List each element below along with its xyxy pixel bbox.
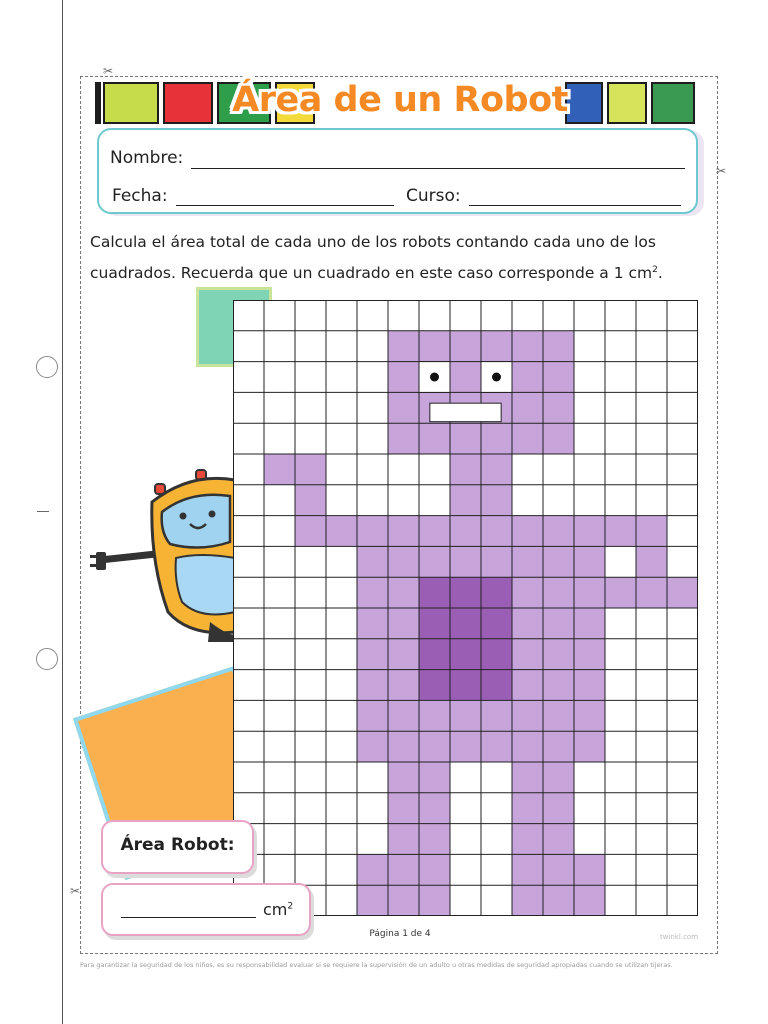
robot-chest-cell [419,577,450,608]
robot-body-cell [512,577,543,608]
robot-body-cell [388,793,419,824]
area-label-box [101,820,254,874]
scissors-icon: ✂ [716,164,727,178]
page-title: Área de un Robot [232,80,568,120]
robot-body-cell [574,670,605,701]
robot-body-cell [512,824,543,855]
robot-pupil [492,373,501,382]
robot-body-cell [450,485,481,516]
robot-chest-cell [481,639,512,670]
robot-body-cell [543,731,574,762]
robot-body-cell [512,700,543,731]
robot-body-cell [388,577,419,608]
robot-body-cell [481,516,512,547]
robot-mouth [430,403,501,421]
robot-body-cell [481,454,512,485]
robot-body-cell [419,546,450,577]
robot-body-cell [419,793,450,824]
robot-body-cell [481,423,512,454]
robot-body-cell [450,516,481,547]
scissors-icon: ✂ [70,884,81,898]
robot-body-cell [419,731,450,762]
robot-chest-cell [419,639,450,670]
robot-body-cell [357,854,388,885]
punch-hole [36,648,58,670]
robot-body-cell [357,885,388,916]
area-label: Área Robot: [120,835,235,855]
robot-body-cell [574,608,605,639]
area-answer-field[interactable] [121,917,256,918]
robot-body-cell [543,423,574,454]
robot-body-cell [295,485,326,516]
area-answer-box[interactable] [101,883,311,936]
robot-chest-cell [450,577,481,608]
robot-body-cell [512,516,543,547]
robot-body-cell [574,731,605,762]
robot-body-cell [450,331,481,362]
date-label: Fecha: [112,186,168,206]
robot-body-cell [543,577,574,608]
robot-body-cell [512,546,543,577]
robot-body-cell [512,885,543,916]
instructions [90,228,706,287]
robot-body-cell [295,516,326,547]
binder-line [62,0,63,1024]
robot-body-cell [419,854,450,885]
robot-body-cell [357,608,388,639]
robot-body-cell [543,608,574,639]
robot-body-cell [481,546,512,577]
robot-body-cell [450,454,481,485]
robot-mascot-illustration [90,462,240,642]
robot-body-cell [357,731,388,762]
area-unit: $cm^2$ [263,900,294,919]
robot-body-cell [574,885,605,916]
robot-body-cell [481,731,512,762]
robot-chest-cell [419,608,450,639]
robot-body-cell [357,546,388,577]
course-field[interactable] [469,205,681,206]
robot-body-cell [543,670,574,701]
robot-body-cell [450,546,481,577]
robot-body-cell [512,854,543,885]
robot-body-cell [357,516,388,547]
robot-body-cell [388,639,419,670]
robot-body-cell [388,854,419,885]
robot-grid [233,300,698,916]
robot-body-cell [667,577,698,608]
robot-pupil [430,373,439,382]
robot-chest-cell [481,670,512,701]
robot-chest-cell [481,608,512,639]
robot-body-cell [512,423,543,454]
robot-body-cell [481,331,512,362]
robot-body-cell [419,885,450,916]
robot-body-cell [512,331,543,362]
robot-body-cell [636,516,667,547]
robot-body-cell [357,670,388,701]
robot-body-cell [388,700,419,731]
robot-body-cell [543,762,574,793]
robot-body-cell [419,762,450,793]
robot-body-cell [388,546,419,577]
date-field[interactable] [176,205,394,206]
robot-body-cell [512,608,543,639]
robot-chest-cell [450,670,481,701]
robot-body-cell [419,331,450,362]
name-label: Nombre: [110,148,184,168]
robot-body-cell [512,793,543,824]
robot-body-cell [388,608,419,639]
brand-watermark: twinkl.com [660,933,699,941]
instructions-line: Calcula el área total de cada uno de los robots contando cada uno de los [90,233,656,251]
robot-body-cell [543,700,574,731]
robot-body-cell [512,362,543,393]
robot-body-cell [264,454,295,485]
robot-body-cell [512,392,543,423]
robot-body-cell [481,485,512,516]
robot-body-cell [326,516,357,547]
punch-hole [36,356,58,378]
robot-chest-cell [481,577,512,608]
robot-body-cell [636,577,667,608]
student-info-box [97,128,698,214]
robot-body-cell [388,670,419,701]
scissors-icon: ✂ [103,64,114,78]
robot-body-cell [512,731,543,762]
name-field[interactable] [191,168,685,169]
robot-body-cell [450,362,481,393]
robot-body-cell [388,362,419,393]
robot-body-cell [450,700,481,731]
robot-body-cell [419,516,450,547]
robot-body-cell [419,824,450,855]
robot-body-cell [543,885,574,916]
robot-body-cell [543,546,574,577]
robot-chest-cell [450,608,481,639]
robot-chest-cell [419,670,450,701]
robot-body-cell [543,362,574,393]
robot-body-cell [543,331,574,362]
robot-body-cell [357,577,388,608]
course-label: Curso: [406,186,461,206]
robot-body-cell [574,546,605,577]
robot-body-cell [543,824,574,855]
robot-body-cell [574,700,605,731]
robot-body-cell [543,854,574,885]
robot-body-cell [388,392,419,423]
robot-body-cell [636,546,667,577]
robot-body-cell [388,731,419,762]
robot-body-cell [543,793,574,824]
robot-body-cell [543,392,574,423]
robot-body-cell [388,762,419,793]
robot-body-cell [419,700,450,731]
robot-body-cell [419,423,450,454]
robot-body-cell [605,516,636,547]
robot-body-cell [543,639,574,670]
robot-body-cell [388,885,419,916]
robot-body-cell [388,423,419,454]
robot-body-cell [295,454,326,485]
robot-body-cell [512,762,543,793]
robot-body-cell [450,731,481,762]
robot-body-cell [481,700,512,731]
robot-body-cell [388,516,419,547]
robot-body-cell [512,670,543,701]
robot-body-cell [388,331,419,362]
robot-body-cell [357,639,388,670]
page-number: Página 1 de 4 [369,929,431,939]
robot-body-cell [574,516,605,547]
robot-body-cell [357,700,388,731]
robot-body-cell [605,577,636,608]
safety-footer: Para garantizar la seguridad de los niños, es su responsabilidad evaluar si se requiere la supervisión de un adulto u otras medidas de seguridad apropiadas cuando se utilizan tijeras. [80,961,673,969]
robot-body-cell [543,516,574,547]
robot-body-cell [388,824,419,855]
robot-body-cell [574,577,605,608]
robot-body-cell [574,854,605,885]
robot-body-cell [574,639,605,670]
instructions-line: cuadrados. Recuerda que un cuadrado en este caso corresponde a 1 $cm^2$. [90,264,663,283]
fold-mark [37,511,49,512]
robot-body-cell [512,639,543,670]
robot-body-cell [450,423,481,454]
robot-chest-cell [450,639,481,670]
